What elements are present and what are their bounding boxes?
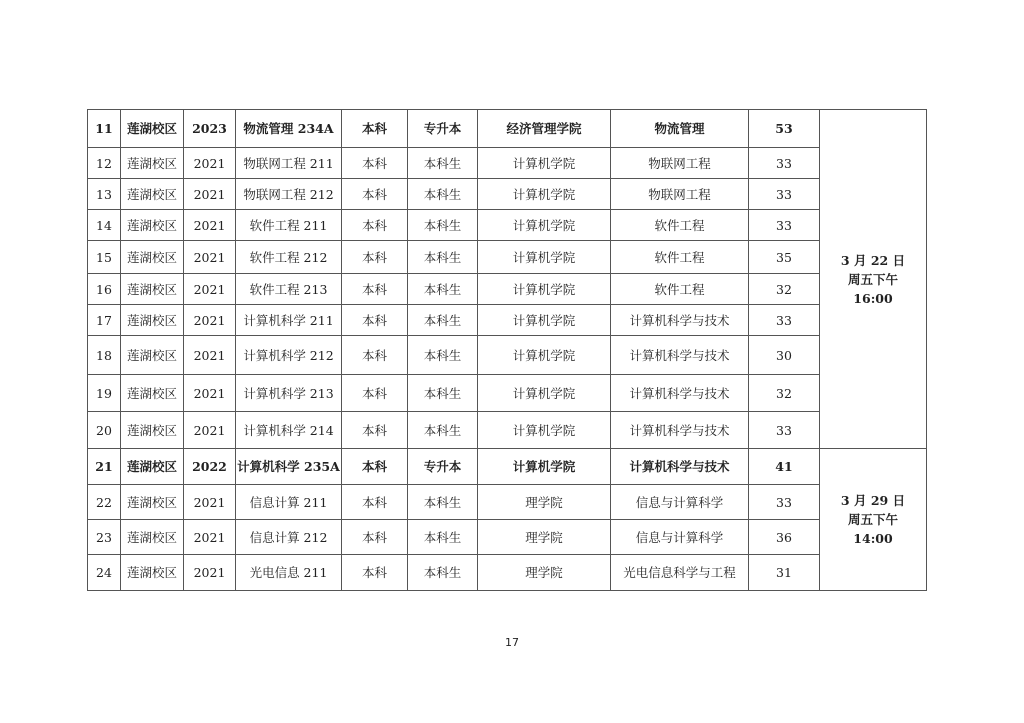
- student-type-cell: 专升本: [408, 110, 478, 148]
- table-row: [88, 555, 927, 591]
- class-name-cell: 物联网工程 212: [236, 179, 342, 210]
- campus-cell: 莲湖校区: [121, 148, 184, 179]
- class-name-cell: 软件工程 212: [236, 241, 342, 274]
- year-cell: 2022: [184, 449, 236, 485]
- class-name-cell: 软件工程 213: [236, 274, 342, 305]
- student-count-cell: 32: [749, 274, 820, 305]
- class-name-cell: 物联网工程 211: [236, 148, 342, 179]
- college-cell: 经济管理学院: [478, 110, 611, 148]
- college-cell: 计算机学院: [478, 412, 611, 449]
- table-row: [88, 274, 927, 305]
- student-count-cell: 30: [749, 336, 820, 375]
- major-cell: 物联网工程: [611, 148, 749, 179]
- exam-schedule-table: [87, 109, 927, 591]
- college-cell: 计算机学院: [478, 241, 611, 274]
- row-number-cell: 22: [88, 485, 121, 520]
- table-row: [88, 210, 927, 241]
- level-cell: 本科: [342, 241, 408, 274]
- year-cell: 2021: [184, 375, 236, 412]
- class-name-cell: 信息计算 211: [236, 485, 342, 520]
- class-name-cell: 计算机科学 212: [236, 336, 342, 375]
- campus-cell: 莲湖校区: [121, 449, 184, 485]
- year-cell: 2021: [184, 179, 236, 210]
- exam-time-line: 周五下午: [847, 512, 898, 527]
- college-cell: 理学院: [478, 555, 611, 591]
- major-cell: 信息与计算科学: [611, 520, 749, 555]
- year-cell: 2023: [184, 110, 236, 148]
- level-cell: 本科: [342, 148, 408, 179]
- student-type-cell: 本科生: [408, 148, 478, 179]
- college-cell: 计算机学院: [478, 179, 611, 210]
- level-cell: 本科: [342, 520, 408, 555]
- year-cell: 2021: [184, 274, 236, 305]
- level-cell: 本科: [342, 179, 408, 210]
- exam-time-line: 14:00: [853, 531, 893, 546]
- major-cell: 计算机科学与技术: [611, 336, 749, 375]
- student-count-cell: 33: [749, 412, 820, 449]
- college-cell: 计算机学院: [478, 336, 611, 375]
- campus-cell: 莲湖校区: [121, 110, 184, 148]
- major-cell: 计算机科学与技术: [611, 449, 749, 485]
- college-cell: 计算机学院: [478, 148, 611, 179]
- table-row: [88, 241, 927, 274]
- class-name-cell: 计算机科学 214: [236, 412, 342, 449]
- student-type-cell: 本科生: [408, 485, 478, 520]
- year-cell: 2021: [184, 520, 236, 555]
- row-number-cell: 17: [88, 305, 121, 336]
- student-type-cell: 本科生: [408, 336, 478, 375]
- college-cell: 计算机学院: [478, 375, 611, 412]
- student-type-cell: 本科生: [408, 412, 478, 449]
- table-row: [88, 305, 927, 336]
- student-count-cell: 32: [749, 375, 820, 412]
- year-cell: 2021: [184, 336, 236, 375]
- student-type-cell: 本科生: [408, 520, 478, 555]
- level-cell: 本科: [342, 412, 408, 449]
- year-cell: 2021: [184, 412, 236, 449]
- row-number-cell: 24: [88, 555, 121, 591]
- major-cell: 计算机科学与技术: [611, 375, 749, 412]
- college-cell: 理学院: [478, 485, 611, 520]
- campus-cell: 莲湖校区: [121, 485, 184, 520]
- campus-cell: 莲湖校区: [121, 412, 184, 449]
- student-type-cell: 本科生: [408, 241, 478, 274]
- row-number-cell: 12: [88, 148, 121, 179]
- row-number-cell: 23: [88, 520, 121, 555]
- college-cell: 理学院: [478, 520, 611, 555]
- row-number-cell: 11: [88, 110, 121, 148]
- year-cell: 2021: [184, 555, 236, 591]
- college-cell: 计算机学院: [478, 210, 611, 241]
- exam-time-cell: [820, 110, 927, 449]
- student-type-cell: 本科生: [408, 274, 478, 305]
- class-name-cell: 计算机科学 235A: [236, 449, 342, 485]
- page-number: 17: [505, 636, 519, 649]
- student-count-cell: 33: [749, 179, 820, 210]
- year-cell: 2021: [184, 148, 236, 179]
- class-name-cell: 软件工程 211: [236, 210, 342, 241]
- class-name-cell: 计算机科学 213: [236, 375, 342, 412]
- row-number-cell: 19: [88, 375, 121, 412]
- student-type-cell: 本科生: [408, 375, 478, 412]
- student-type-cell: 本科生: [408, 210, 478, 241]
- year-cell: 2021: [184, 210, 236, 241]
- campus-cell: 莲湖校区: [121, 241, 184, 274]
- class-name-cell: 物流管理 234A: [236, 110, 342, 148]
- campus-cell: 莲湖校区: [121, 520, 184, 555]
- exam-time-line: 16:00: [853, 290, 893, 306]
- student-count-cell: 36: [749, 520, 820, 555]
- level-cell: 本科: [342, 110, 408, 148]
- level-cell: 本科: [342, 449, 408, 485]
- student-count-cell: 31: [749, 555, 820, 591]
- campus-cell: 莲湖校区: [121, 305, 184, 336]
- class-name-cell: 信息计算 212: [236, 520, 342, 555]
- student-count-cell: 53: [749, 110, 820, 148]
- row-number-cell: 18: [88, 336, 121, 375]
- major-cell: 物联网工程: [611, 179, 749, 210]
- campus-cell: 莲湖校区: [121, 210, 184, 241]
- campus-cell: 莲湖校区: [121, 375, 184, 412]
- student-count-cell: 33: [749, 148, 820, 179]
- major-cell: 光电信息科学与工程: [611, 555, 749, 591]
- table-row: [88, 336, 927, 375]
- table-row: [88, 179, 927, 210]
- row-number-cell: 20: [88, 412, 121, 449]
- student-count-cell: 33: [749, 485, 820, 520]
- campus-cell: 莲湖校区: [121, 179, 184, 210]
- level-cell: 本科: [342, 485, 408, 520]
- year-cell: 2021: [184, 305, 236, 336]
- student-count-cell: 33: [749, 210, 820, 241]
- exam-time-line: 3 月 29 日: [840, 493, 906, 508]
- level-cell: 本科: [342, 210, 408, 241]
- table-row: [88, 412, 927, 449]
- exam-time-line: 3 月 22 日: [840, 252, 906, 268]
- row-number-cell: 15: [88, 241, 121, 274]
- student-count-cell: 41: [749, 449, 820, 485]
- major-cell: 信息与计算科学: [611, 485, 749, 520]
- level-cell: 本科: [342, 375, 408, 412]
- level-cell: 本科: [342, 555, 408, 591]
- exam-time-line: 周五下午: [847, 271, 898, 287]
- college-cell: 计算机学院: [478, 274, 611, 305]
- college-cell: 计算机学院: [478, 449, 611, 485]
- student-type-cell: 本科生: [408, 555, 478, 591]
- major-cell: 软件工程: [611, 210, 749, 241]
- table-row: [88, 375, 927, 412]
- college-cell: 计算机学院: [478, 305, 611, 336]
- major-cell: 计算机科学与技术: [611, 412, 749, 449]
- campus-cell: 莲湖校区: [121, 555, 184, 591]
- table-row: [88, 485, 927, 520]
- student-type-cell: 本科生: [408, 179, 478, 210]
- level-cell: 本科: [342, 305, 408, 336]
- table-row: [88, 110, 927, 148]
- campus-cell: 莲湖校区: [121, 274, 184, 305]
- major-cell: 软件工程: [611, 274, 749, 305]
- major-cell: 物流管理: [611, 110, 749, 148]
- table-row: [88, 449, 927, 485]
- table-row: [88, 148, 927, 179]
- year-cell: 2021: [184, 241, 236, 274]
- campus-cell: 莲湖校区: [121, 336, 184, 375]
- class-name-cell: 光电信息 211: [236, 555, 342, 591]
- student-count-cell: 35: [749, 241, 820, 274]
- class-name-cell: 计算机科学 211: [236, 305, 342, 336]
- level-cell: 本科: [342, 274, 408, 305]
- student-count-cell: 33: [749, 305, 820, 336]
- row-number-cell: 16: [88, 274, 121, 305]
- row-number-cell: 21: [88, 449, 121, 485]
- student-type-cell: 专升本: [408, 449, 478, 485]
- major-cell: 软件工程: [611, 241, 749, 274]
- level-cell: 本科: [342, 336, 408, 375]
- exam-time-cell: [820, 449, 927, 591]
- row-number-cell: 14: [88, 210, 121, 241]
- major-cell: 计算机科学与技术: [611, 305, 749, 336]
- year-cell: 2021: [184, 485, 236, 520]
- student-type-cell: 本科生: [408, 305, 478, 336]
- table-row: [88, 520, 927, 555]
- row-number-cell: 13: [88, 179, 121, 210]
